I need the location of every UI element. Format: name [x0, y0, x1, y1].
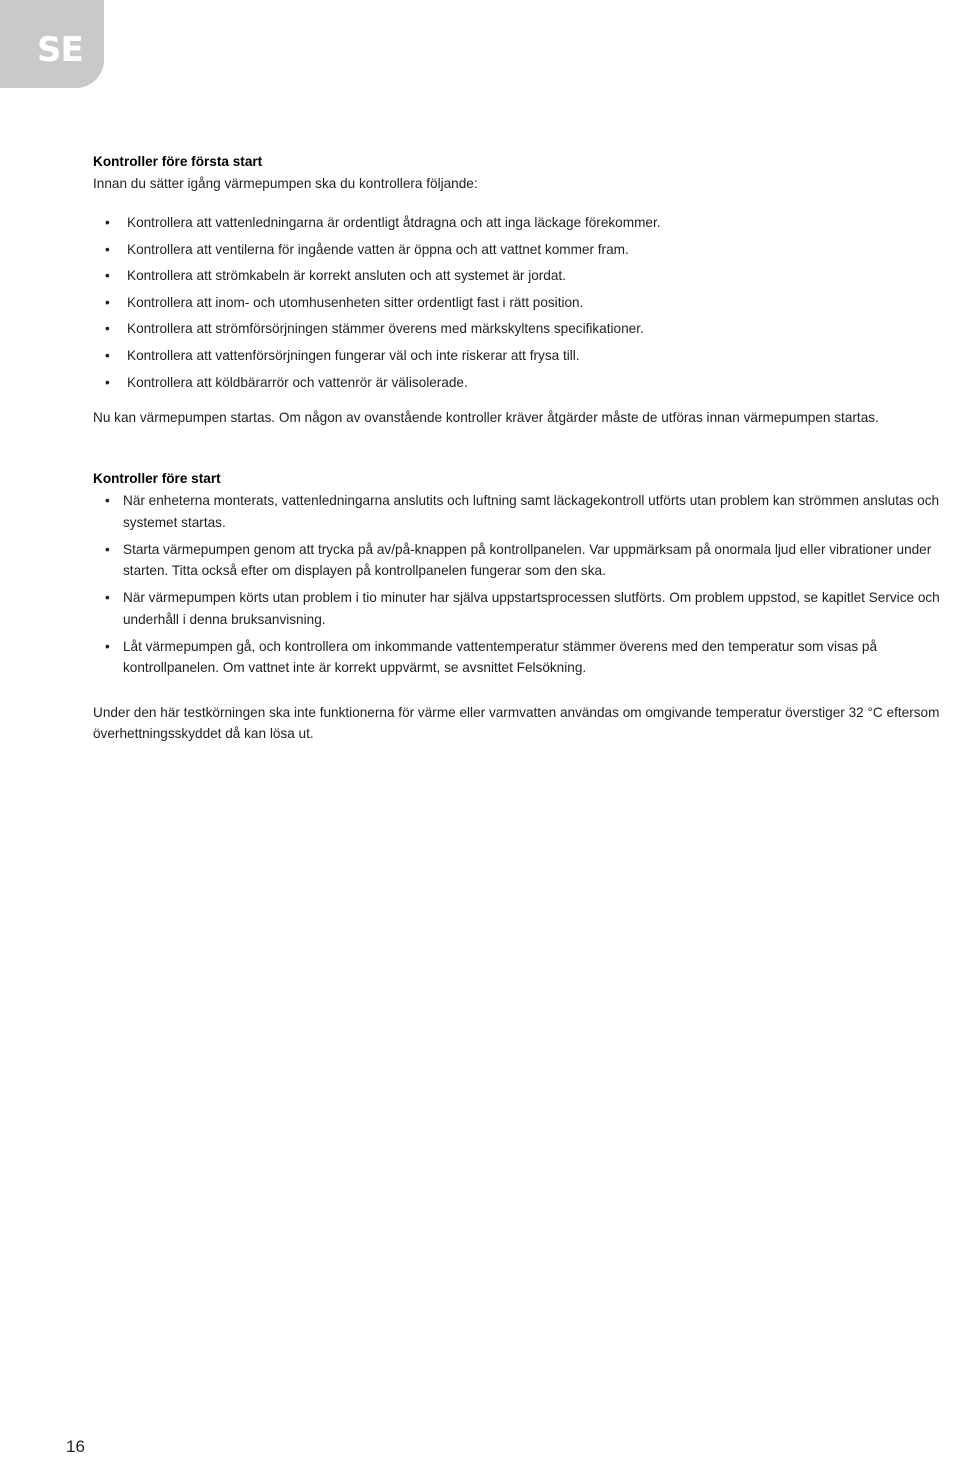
bullet-icon: •	[105, 541, 110, 557]
list-item	[93, 636, 960, 679]
bullet-icon: •	[105, 374, 110, 390]
list-item-text: Kontrollera att strömförsörjningen stämmer överens med märkskyltens specifikationer.	[127, 321, 644, 337]
bullet-icon: •	[105, 493, 110, 509]
list-item-text: Kontrollera att köldbärarrör och vattenrör är välisolerade.	[127, 374, 468, 390]
bullet-icon: •	[105, 321, 110, 337]
closing-paragraph: Nu kan värmepumpen startas. Om någon av ovanstående kontroller kräver åtgärder måste de utföras innan värmepumpen startas.	[93, 410, 879, 426]
section-heading-first-start: Kontroller före första start	[93, 154, 263, 169]
list-item-text: Kontrollera att ventilerna för ingående vatten är öppna och att vattnet kommer fram.	[127, 241, 629, 257]
bullet-icon: •	[105, 347, 110, 363]
document-body	[93, 152, 960, 745]
bullet-icon: •	[105, 590, 110, 606]
list-item	[93, 373, 960, 400]
page-number: 16	[66, 1437, 85, 1456]
bullet-icon: •	[105, 241, 110, 257]
list-item-text: Kontrollera att vattenledningarna är ordentligt åtdragna och att inga läckage förekommer.	[127, 215, 661, 230]
checklist-start	[93, 490, 960, 679]
list-item	[93, 587, 960, 630]
list-item-text: När värmepumpen körts utan problem i tio minuter har själva uppstartsprocessen slutförts. Om problem uppstod, se kapitlet Service och underhåll i denna bruksanvisning.	[123, 590, 940, 627]
list-item	[93, 293, 960, 320]
language-tab	[0, 0, 104, 88]
section-heading-start: Kontroller före start	[93, 471, 221, 487]
list-item	[93, 346, 960, 373]
bullet-icon: •	[105, 638, 110, 654]
list-item	[93, 240, 960, 267]
list-item-text: Låt värmepumpen gå, och kontrollera om inkommande vattentemperatur stämmer överens med den temperatur som visas på kontrollpanelen. Om vattnet inte är korrekt uppvärmt, se avsnittet Felsökning.	[123, 638, 878, 676]
list-item	[93, 213, 960, 240]
list-item	[93, 319, 960, 346]
section-intro: Innan du sätter igång värmepumpen ska du kontrollera följande:	[93, 176, 478, 191]
list-item-text: När enheterna monterats, vattenledningarna anslutits och luftning samt läckagekontroll utförts utan problem kan strömmen anslutas och systemet startas.	[123, 493, 940, 530]
checklist-first-start	[93, 213, 960, 399]
list-item	[93, 539, 960, 582]
list-item	[93, 490, 960, 533]
bullet-icon: •	[105, 215, 110, 230]
bullet-icon: •	[105, 268, 110, 284]
list-item-text: Kontrollera att inom- och utomhusenheten sitter ordentligt fast i rätt position.	[127, 294, 584, 310]
bullet-icon: •	[105, 294, 110, 310]
list-item	[93, 266, 960, 293]
list-item-text: Kontrollera att strömkabeln är korrekt ansluten och att systemet är jordat.	[127, 268, 566, 284]
list-item-text: Kontrollera att vattenförsörjningen fungerar väl och inte riskerar att frysa till.	[127, 347, 580, 363]
list-item-text: Starta värmepumpen genom att trycka på av/på-knappen på kontrollpanelen. Var uppmärksam på onormala ljud eller vibrationer under starten. Titta också efter om displayen på kontrollpanelen fungerar som den ska.	[123, 541, 932, 579]
note-paragraph: Under den här testkörningen ska inte funktionerna för värme eller varmvatten användas om omgivande temperatur överstiger 32 °C eftersom överhettningsskyddet då kan lösa ut.	[93, 704, 940, 742]
language-tab-label: SE	[37, 30, 83, 70]
